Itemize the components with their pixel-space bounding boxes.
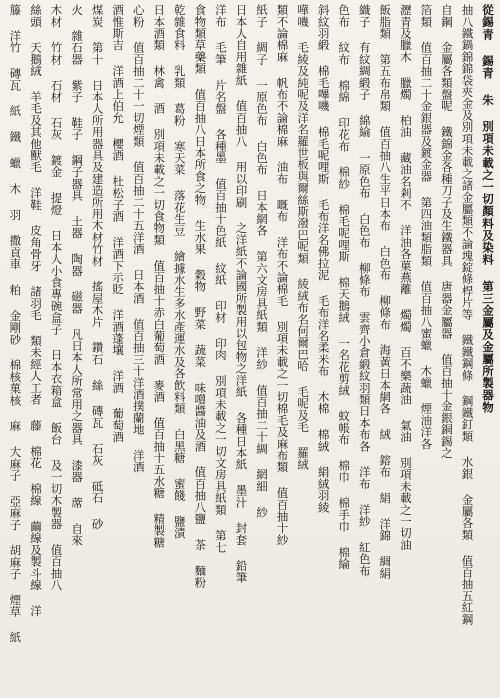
text-column-8: 色布 紋布 棉綿 印花布 棉紗 棉毛呢哩斯 棉天鵝絨 一名花剪絨 蚊帳布 棉巾 棉手巾 棉綸 — [337, 4, 352, 570]
text-column-3: 自鋼 金屬各類盤呢 鐵錦金各種刀子及生鐵器具 唐器金屬器 值百抽十金銀銅錫之 — [439, 4, 454, 459]
text-column-19: 酒惟斯吉 洋酒上伯允 櫻酒 杜松子酒 洋酒下示貶 洋酒蓬壤 洋酒 葡萄酒 — [111, 4, 126, 443]
text-column-9: 斜紋羽緞 棉毛嗶嘰 棉毛呢哩斯 毛布洋名佛拉泥 毛布洋名柔米布 木棉 棉絨 絹絨羽綾 — [316, 4, 331, 513]
text-column-21: 火 雜石器 紫子 鞋子 鋼子器具 土器 陶器 磁器 凡日本人所常用之器具 漆器 蓆 自來 — [70, 4, 85, 547]
text-column-14: 洋布 毛筆 片名盤 各種墨 值百抽十色紙 紋紙 印材 印肉 別項未載之一切文房具紙類 第七 — [213, 4, 228, 553]
text-column-10: 嘩嘰 毛綾及純呢及洋名羅世板與爾絲斯潑巴呢類 綾絨布名何爾巴哈 毛呢及毛 羅絨 — [296, 4, 311, 471]
text-column-1: 從錫青 錫青 朱 別項未載之一切顏料及染料 第三金屬及金屬所製器物 — [481, 4, 495, 414]
text-column-24: 籐 洋竹 磚瓦 紙 鐵 蠟 木 羽 撒貢車 粕 金剛砂 棉核菓核 麻 大麻子 亞麻子 胡麻子 煙草 紙 — [8, 4, 23, 644]
text-column-18: 心粉 值百抽二十一切煙類 值百抽二十五洋酒 日本酒 值百抽三十洋酒撲蘭地 洋酒 — [131, 4, 146, 473]
text-column-2: 抽八鐵鍋錦錦袋夾金及別項未載之諸金屬類不論塊錠條桿片等 鐵鐵鋼條 鋼鐵釘類 水銀 金屬各類 值百抽五紅鋼 — [460, 4, 475, 625]
text-column-7: 織子 有紋綢緞子 綿綸 一原色布 白色布 柳條布 雲齊小倉緞紋羽類日本布各 洋布 洋紗 紅色布 — [357, 4, 372, 577]
text-column-22: 木材 竹材 石材 石灰 鍍金 提燈 日本人小食專碗盒子 日本衣箱盒 飯台 及一切木製器 值百抽八 — [49, 4, 64, 591]
text-column-5: 瀝青及臘木 臘燭 柏油 藏油名剎不 洋油各菓燕離 燭燭 百不樂蔬油 氣油 別項未載之一切油 — [398, 4, 413, 551]
text-column-17: 日本酒類 林禽 酒 別項未載之一切食物類 值百抽十赤白葡萄酒 麥酒 值百抽十五水糖 精製糖 — [152, 4, 167, 548]
text-column-23: 絲頭 天鵝絨 羊毛及其他獸毛 洋鞋 皮角骨牙 諸羽毛 類未經人工者 藤 棉花 棉線 繭線及製斗線 洋 — [28, 4, 43, 617]
text-column-12: 紙子 綢子 一原色布 白色布 日本網各 第六文房具紙類 洋紗 值百抽二十綢 網細 紗 — [254, 4, 269, 518]
text-column-20: 煤炭 第十 日本人所用器具及建造所用木材竹材 搖屋木片 鑽石 絲 磚瓦 石灰 砥石 砂 — [90, 4, 105, 530]
text-column-13: 日本人自用雜紙 值百抽八 用以印刷 之洋紙不論國所製用以包物之洋紙 各種日本紙 墨汁 封套 鉛筆 — [234, 4, 249, 584]
text-column-15: 食物類草藥類 值百抽八日本所食之物 生水果 穀物 野菜 蔬菜 味噌醬油及酒 值百抽八鹽 茶 麵粉 — [193, 4, 208, 589]
text-column-11: 類不論棉麻 帆布不論棉麻 油布 嘅布 洋布不論棉毛 別項未載之一切棉毛及麻布類 值百抽十紗 — [275, 4, 290, 546]
text-column-16: 乾雜食料 乳類 葛粉 寒天菜 落花生豆 繪據水生多水產運水及各飲料類 白黑糖 蜜餞 鹽漬 — [172, 4, 187, 539]
text-column-4: 箔類 值百抽二十金銀器及鍍金器 第四油類脂類 值百抽八蜜蠟 木蠟 煙油洋各 — [419, 4, 434, 450]
text-column-6: 飯脂類 第五布帛類 值百抽八生平日本布 白色布 柳條布 海黃日本網各 絨 鎔布 絹 洋錦 綢絹 — [378, 4, 393, 579]
